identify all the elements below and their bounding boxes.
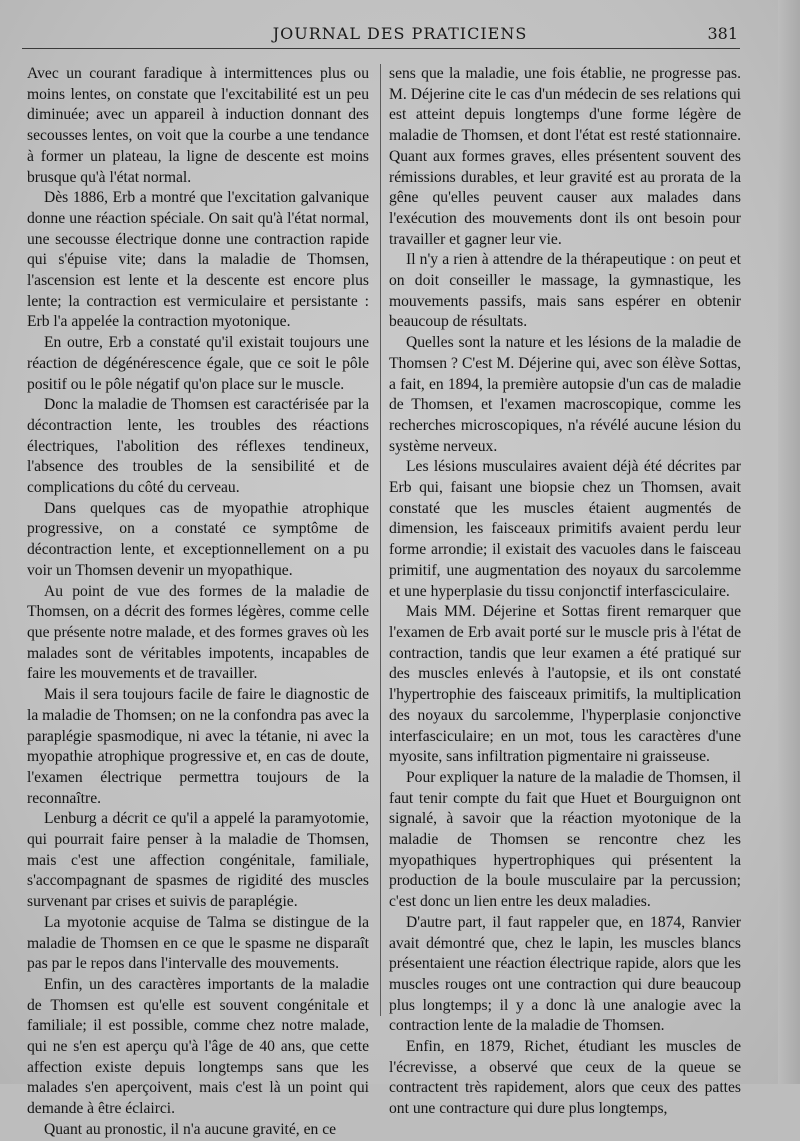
paragraph: Au point de vue des formes de la maladie de Thomsen, on a décrit des formes légères, comme celle que présente notre malade, et des formes graves où les malades sont de véritables impotents, incapables de faire les mouvements et de travailler.	[27, 582, 369, 683]
paragraph: Mais il sera toujours facile de faire le diagnostic de la maladie de Thomsen; on ne la confondra pas avec la paraplégie spasmodique, ni avec la tétanie, ni avec la myopathie atrophique progressive et, en cas de doute, l'examen électrique permettra toujours de la reconnaître.	[27, 686, 369, 807]
paragraph: Avec un courant faradique à intermittences plus ou moins lentes, on constate que l'excitabilité est un peu diminuée; avec un appareil à induction donnant des secousses lentes, on voit que la courbe a une tendance à former un plateau, la ligne de descente est moins brusque qu'à l'état normal.	[27, 65, 369, 186]
paragraph: Quant au pronostic, il n'a aucune gravité, en ce	[44, 1120, 337, 1138]
header-rule	[22, 48, 740, 49]
paragraph: Enfin, en 1879, Richet, étudiant les muscles de l'écrevisse, a observé que ceux de la queue se contractent très rapidement, alors que ceux des pattes ont une contracture qui dure plus longtemps,	[389, 1038, 741, 1118]
journal-title: JOURNAL DES PRATICIENS	[272, 24, 528, 43]
paragraph: Lenburg a décrit ce qu'il a appelé la paramyotomie, qui pourrait faire penser à la maladie de Thomsen, mais c'est une affection congénitale, familiale, s'accompagnant de spasmes de rigidité des muscles survenant par crises et suivis de paraplégie.	[27, 810, 369, 911]
paragraph: Pour expliquer la nature de la maladie de Thomsen, il faut tenir compte du fait que Huet et Bourguignon ont signalé, à savoir que la réaction myotonique de la maladie de Thomsen se rencontre chez les myopathiques hypertrophiques qui présentent la production de la boule musculaire par la percussion; c'est donc un lien entre les deux maladies.	[389, 768, 741, 911]
right-column	[389, 64, 741, 1120]
page-edge	[778, 0, 800, 1084]
page-number: 381	[707, 24, 738, 43]
paragraph: Dans quelques cas de myopathie atrophique progressive, on a constaté ce symptôme de décontraction lente, et exceptionnellement on a pu voir un Thomsen devenir un myopathique.	[27, 499, 369, 579]
paragraph: En outre, Erb a constaté qu'il existait toujours une réaction de dégénérescence égale, que ce soit le pôle positif ou le pôle négatif qu'on place sur le muscle.	[27, 334, 369, 393]
paragraph: D'autre part, il faut rappeler que, en 1874, Ranvier avait démontré que, chez le lapin, les muscles blancs présentaient une réaction électrique rapide, alors que les muscles rouges ont une contraction qui dure beaucoup plus longtemps; il y a donc là une analogie avec la contraction lente de la maladie de Thomsen.	[389, 913, 741, 1035]
paragraph: Quelles sont la nature et les lésions de la maladie de Thomsen ? C'est M. Déjerine qui, avec son élève Sottas, a fait, en 1894, la première autopsie d'un cas de maladie de Thomsen, et l'examen macroscopique, comme les recherches microscopiques, n'a révélé aucune lésion du système nerveux.	[389, 334, 741, 455]
running-head	[0, 24, 800, 46]
column-divider	[380, 64, 381, 1016]
paragraph: Il n'y a rien à attendre de la thérapeutique : on peut et on doit conseiller le massage, la gymnastique, les mouvements passifs, mais sans espérer en obtenir beaucoup de résultats.	[389, 251, 741, 331]
paragraph: Mais MM. Déjerine et Sottas firent remarquer que l'examen de Erb avait porté sur le muscle pris à l'état de contraction, tandis que leur examen a été pratiqué sur des muscles enlevés à l'autopsie, et ils ont constaté l'hypertrophie des faisceaux primitifs, la multiplication des noyaux du sarcolemme, l'hyperplasie conjonctive interfasciculaire; en un mot, tous les caractères d'une myosite, sans infiltration pigmentaire ni graisseuse.	[389, 603, 741, 766]
paragraph-continuation: sens que la maladie, une fois établie, ne progresse pas. M. Déjerine cite le cas d'un médecin de ses relations qui est atteint depuis longtemps d'une forme légère de maladie de Thomsen, et dont l'état est resté stationnaire. Quant aux formes graves, elles présentent souvent des rémissions durables, et leur gravité est au prorata de la gêne qu'elles peuvent causer aux malades dans l'exécution des mouvements dont ils ont besoin pour travailler et gagner leur vie.	[389, 65, 741, 248]
paragraph: Les lésions musculaires avaient déjà été décrites par Erb qui, faisant une biopsie chez un Thomsen, avait constaté que les muscles étaient augmentés de dimension, les faisceaux primitifs avaient perdu leur forme arrondie; il existait des vacuoles dans le faisceau primitif, une augmentation des noyaux du sarcolemme et une hyperplasie du tissu conjonctif interfasciculaire.	[389, 458, 741, 600]
paragraph: La myotonie acquise de Talma se distingue de la maladie de Thomsen en ce que le spasme ne disparaît pas par le repos dans l'intervalle des mouvements.	[27, 913, 369, 973]
paragraph: Dès 1886, Erb a montré que l'excitation galvanique donne une réaction spéciale. On sait qu'à l'état normal, une secousse électrique donne une contraction rapide qui s'épuise vite; dans la maladie de Thomsen, l'ascension est lente et la descente est encore plus lente; la contraction est vermiculaire et persistante : Erb l'a appelée la contraction myotonique.	[27, 189, 369, 331]
paragraph: Donc la maladie de Thomsen est caractérisée par la décontraction lente, les troubles des réactions électriques, l'abolition des réflexes tendineux, l'absence des troubles de la sensibilité et de complications du côté du cerveau.	[27, 396, 369, 497]
paragraph: Enfin, un des caractères importants de la maladie de Thomsen est qu'elle est souvent congénitale et familiale; il est possible, comme chez notre malade, qui ne s'en est aperçu qu'à l'âge de 40 ans, que cette affection existe depuis longtemps sans que les malades s'en aperçoivent, mais c'est là un point qui demande à être éclairci.	[27, 975, 369, 1118]
left-column	[27, 64, 369, 1141]
